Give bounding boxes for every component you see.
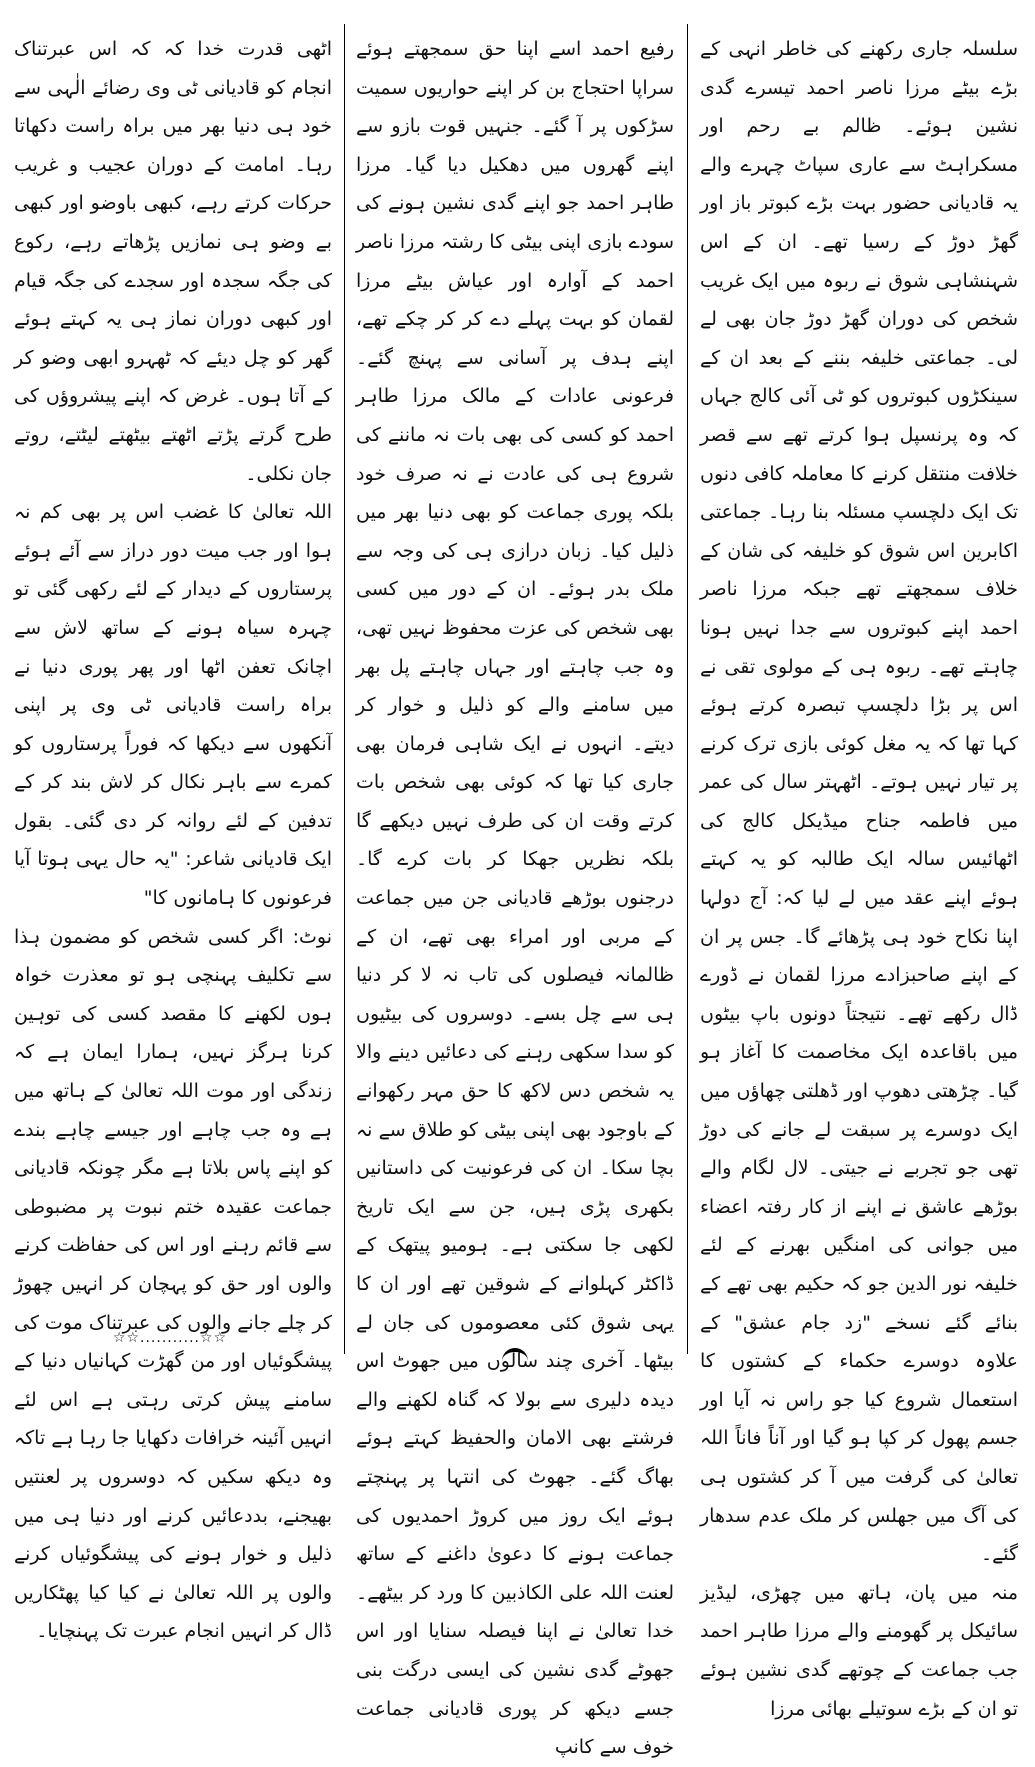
article-column-right xyxy=(700,30,1018,1720)
column-paragraph: منہ میں پان، ہاتھ میں چھڑی، لیڈیز سائیکل پر گھومنے والے مرزا طاہر احمد جب جماعت کے چوتھے گدی نشین ہوئے تو ان کے بڑے سوتیلے بھائی مرزا xyxy=(700,1581,1018,1720)
column-paragraph: رفیع احمد اسے اپنا حق سمجھتے ہوئے سراپا احتجاج بن کر اپنے حواریوں سمیت سڑکوں پر آ گئے۔ جنہیں قوت بازو سے اپنے گھروں میں دھکیل دیا گیا۔ مرزا طاہر احمد جو اپنے گدی نشین ہونے کی سودے بازی اپنی بیٹی کا رشتہ مرزا ناصر احمد کے آوارہ اور عیاش بیٹے مرزا لقمان کو بہت پہلے دے کر کر چکے تھے، اپنے ہدف پر آسانی سے پہنچ گئے۔ فرعونی عادات کے مالک مرزا طاہر احمد کو کسی کی بھی بات نہ ماننے کی شروع ہی کی عادت نے نہ صرف خود بلکہ پوری جماعت کو بھی دنیا بھر میں ذلیل کیا۔ زبان درازی ہی کی وجہ سے ملک بدر ہوئے۔ ان کے دور میں کسی بھی شخص کی عزت محفوظ نہیں تھی، وہ جب چاہتے اور جہاں چاہتے پل بھر میں سامنے والے کو ذلیل و خوار کر دیتے۔ انہوں نے ایک شاہی فرمان بھی جاری کیا تھا کہ کوئی بھی شخص بات کرتے وقت ان کی طرف نہیں دیکھے گا بلکہ نظریں جھکا کر بات کرے گا۔ درجنوں بوڑھے قادیانی جن میں جماعت کے مربی اور امراء بھی تھے، ان کے ظالمانہ فیصلوں کی تاب نہ لا کر دنیا ہی سے چل بسے۔ دوسروں کی بیٹیوں کو سدا سکھی رہنے کی دعائیں دینے والا یہ شخص دس لاکھ کا حق مہر رکھوانے کے باوجود بھی اپنی بیٹی کو طلاق سے نہ بچا سکا۔ ان کی فرعونیت کی داستانیں بکھری پڑی ہیں، جن سے ایک تاریخ لکھی جا سکتی ہے۔ ہومیو پیتھک کے ڈاکٹر کہلوانے کے شوقین تھے اور ان کا یہی شوق کئی معصوموں کی جان لے بیٹھا۔ آخری چند سالوں میں جھوٹ اس دیدہ دلیری سے بولا کہ گناہ لکھنے والے فرشتے بھی الامان والحفیظ کہتے ہوئے بھاگ گئے۔ جھوٹ کی انتہا پر پہنچتے ہوئے ایک روز میں کروڑ احمدیوں کی جماعت ہونے کا دعویٰ داغنے کے ساتھ لعنت اللہ علی الکاذبین کا ورد کر بیٹھے۔ خدا تعالیٰ نے اپنا فیصلہ سنایا اور اس جھوٹے گدی نشین کی ایسی درگت بنی جسے دیکھ کر پوری قادیانی جماعت خوف سے کانپ xyxy=(356,38,674,1759)
column-divider xyxy=(344,24,345,1354)
column-divider xyxy=(687,24,688,1354)
column-paragraph: نوٹ: اگر کسی شخص کو مضمون ہذا سے تکلیف پہنچی ہو تو معذرت خواہ ہوں لکھنے کا مقصد کسی کی توہین کرنا ہرگز نہیں، ہمارا ایمان ہے کہ زندگی اور موت اللہ تعالیٰ کے ہاتھ میں ہے وہ جب چاہے اور جیسے چاہے بندے کو اپنے پاس بلاتا ہے مگر چونکہ قادیانی جماعت عقیدہ ختم نبوت پر مضبوطی سے قائم رہنے اور اس کی حفاظت کرنے والوں اور حق کو پہچان کر انہیں چھوڑ کر چلے جانے والوں کی عبرتناک موت کی پیشگوئیاں اور من گھڑت کہانیاں دنیا کے سامنے پیش کرتی رہتی ہے اس لئے انہیں آئینہ خرافات دکھایا جا رہا ہے تاکہ وہ دیکھ سکیں کہ دوسروں پر لعنتیں بھیجنے، بددعائیں کرنے اور دنیا ہی میں ذلیل و خوار ہونے کی پیشگوئیاں کرنے والوں پر اللہ تعالیٰ نے کیا کیا پھٹکاریں ڈال کر انہیں انجام عبرت تک پہنچایا۔ xyxy=(14,925,332,1643)
end-of-article-stars: ☆☆...........☆☆ xyxy=(112,1330,228,1346)
column-paragraph: اٹھی قدرت خدا کہ کہ اس عبرتناک انجام کو قادیانی ٹی وی رضائے الٰہی سے خود ہی دنیا بھر میں براہ راست دکھاتا رہا۔ امامت کے دوران عجیب و غریب حرکات کرتے رہے، کبھی باوضو اور کبھی بے وضو ہی نمازیں پڑھاتے رہے، رکوع کی جگہ سجدہ اور سجدے کی جگہ قیام اور کبھی دوران نماز ہی یہ کہتے ہوئے گھر کو چل دیئے کہ ٹھہرو ابھی وضو کر کے آتا ہوں۔ غرض کہ اپنے پیشروؤں کی طرح گرتے پڑتے اٹھتے بیٹھتے لیٹتے، روتے جان نکلی۔ xyxy=(14,38,332,485)
column-paragraph: اللہ تعالیٰ کا غضب اس پر بھی کم نہ ہوا اور جب میت دور دراز سے آئے ہوئے پرستاروں کے دیدار کے لئے رکھی گئی تو چہرہ سیاہ ہونے کے ساتھ لاش سے اچانک تعفن اٹھا اور پھر پوری دنیا نے براہ راست قادیانی ٹی وی پر اپنی آنکھوں سے دیکھا کہ فوراً پرستاروں کو کمرے سے باہر نکال کر لاش بند کر کے تدفین کے لئے روانہ کر دی گئی۔ بقول ایک قادیانی شاعر: "یہ حال یہی ہوتا آیا فرعونوں کا ہامانوں کا" xyxy=(14,501,332,910)
article-column-left xyxy=(14,30,332,1643)
article-column-middle xyxy=(356,30,674,1759)
column-paragraph: سلسلہ جاری رکھنے کی خاطر انہی کے بڑے بیٹے مرزا ناصر احمد تیسرے گدی نشین ہوئے۔ ظالم بے رحم اور مسکراہٹ سے عاری سپاٹ چہرے والے یہ قادیانی حضور بہت بڑے کبوتر باز اور گھڑ دوڑ کے رسیا تھے۔ ان کے اس شہنشاہی شوق نے ربوہ میں ایک غریب شخص کی دوران گھڑ دوڑ جان بھی لے لی۔ جماعتی خلیفہ بننے کے بعد ان کے سینکڑوں کبوتروں کو ٹی آئی کالج جہاں کہ وہ پرنسپل ہوا کرتے تھے سے قصر خلافت منتقل کرنے کا معاملہ کافی دنوں تک ایک دلچسپ مسئلہ بنا رہا۔ جماعتی اکابرین اس شوق کو خلیفہ کی شان کے خلاف سمجھتے تھے جبکہ مرزا ناصر احمد اپنے کبوتروں سے جدا نہیں ہونا چاہتے تھے۔ ربوہ ہی کے مولوی تقی نے اس پر بڑا دلچسپ تبصرہ کرتے ہوئے کہا تھا کہ یہ مغل کوئی بازی ترک کرنے پر تیار نہیں ہوتے۔ اٹھہتر سال کی عمر میں فاطمہ جناح میڈیکل کالج کی اٹھائیس سالہ ایک طالبہ کو یہ کہتے ہوئے اپنے عقد میں لے لیا کہ: آج دولہا اپنا نکاح خود ہی پڑھائے گا۔ جس پر ان کے اپنے صاحبزادے مرزا لقمان نے ڈورے ڈال رکھے تھے۔ نتیجتاً دونوں باپ بیٹوں میں باقاعدہ ایک مخاصمت کا آغاز ہو گیا۔ چڑھتی دھوپ اور ڈھلتی چھاؤں میں ایک دوسرے پر سبقت لے جانے کی دوڑ تھی جو تجربے نے جیتی۔ لال لگام والے بوڑھے عاشق نے اپنے از کار رفتہ اعضاء میں جوانی کی امنگیں بھرنے کے لئے خلیفہ نور الدین جو کہ حکیم بھی تھے کے بنائے گئے نسخے "زد جام عشق" کے علاوہ دوسرے حکماء کے کشتوں کا استعمال شروع کیا جو راس نہ آیا اور جسم پھول کر کپا ہو گیا اور آناً فاناً اللہ تعالیٰ کی گرفت میں آ کر کشتوں ہی کی آگ میں جھلس کر ملک عدم سدھار گئے۔ xyxy=(700,38,1018,1566)
